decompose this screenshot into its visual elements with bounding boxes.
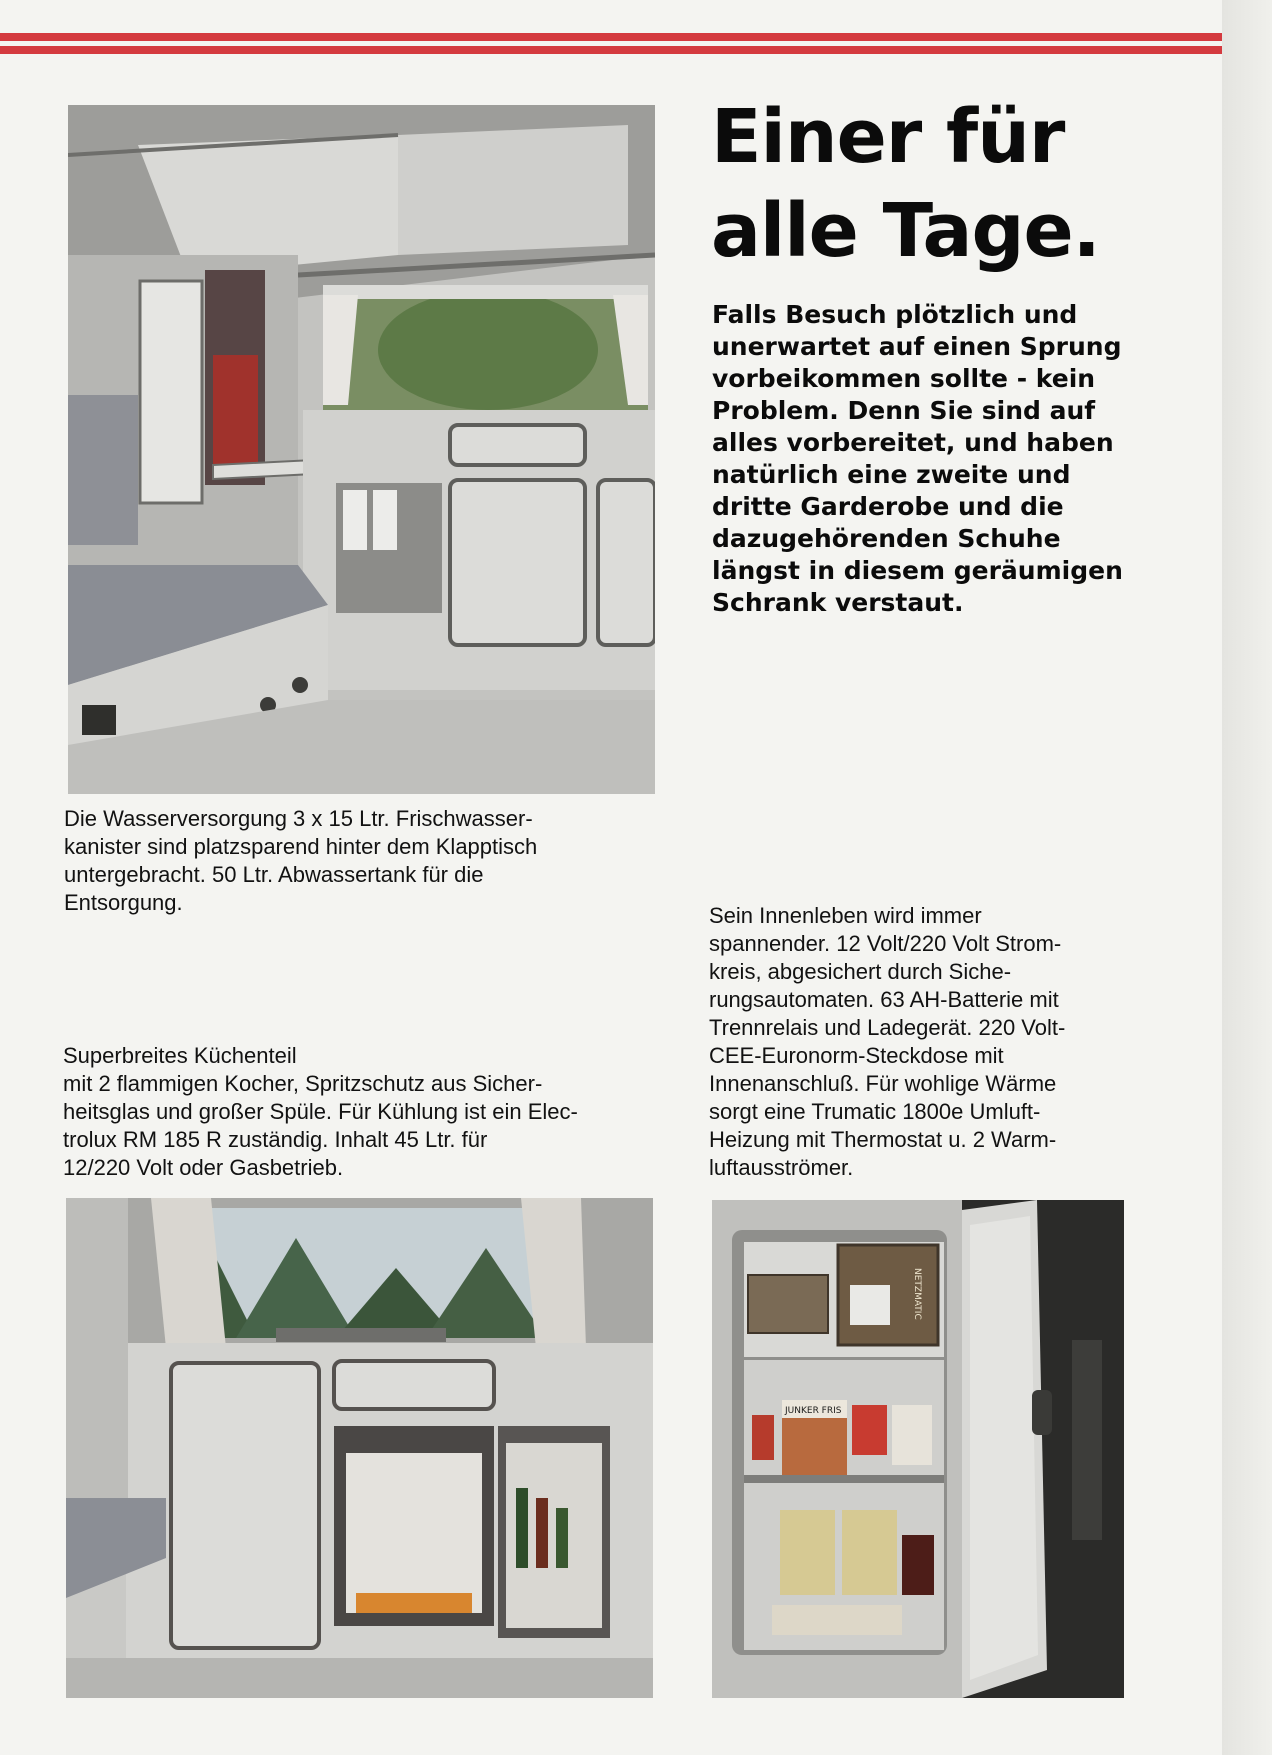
caption-line: mit 2 flammigen Kocher, Spritzschutz aus Sicher- (63, 1071, 543, 1096)
caption-water-supply (64, 805, 537, 917)
caption-line: Sein Innenleben wird immer (709, 903, 982, 928)
caption-electrical (709, 902, 1065, 1182)
kitchen-unit-photo (66, 1198, 653, 1698)
caption-line: untergebracht. 50 Ltr. Abwassertank für die (64, 862, 484, 887)
caption-line: sorgt eine Trumatic 1800e Umluft- (709, 1099, 1041, 1124)
caption-line: Heizung mit Thermostat u. 2 Warm- (709, 1127, 1057, 1152)
top-stripe-second (0, 46, 1222, 54)
page-edge (1222, 0, 1272, 1755)
camper-interior-photo (68, 105, 655, 794)
caption-line: kreis, abgesichert durch Siche- (709, 959, 1012, 984)
lead-paragraph: Falls Besuch plötzlich und unerwartet auf einen Sprung vorbeikommen sollte - kein Problem. Denn Sie sind auf alles vorbereitet, und haben natürlich eine zweite und dritte Garderobe und die dazugehörenden Schuhe längst in diesem geräumigen Schrank verstaut. (712, 300, 1123, 617)
caption-line: Entsorgung. (64, 890, 183, 915)
can-label: JUNKER FRIS (785, 1406, 842, 1416)
caption-line: Superbreites Küchenteil (63, 1043, 297, 1068)
caption-line: CEE-Euronorm-Steckdose mit (709, 1043, 1004, 1068)
caption-line: Trennrelais und Ladegerät. 220 Volt- (709, 1015, 1066, 1040)
caption-line: luftausströmer. (709, 1155, 854, 1180)
caption-line: 12/220 Volt oder Gasbetrieb. (63, 1155, 344, 1180)
headline-line-1: Einer für (711, 94, 1065, 180)
caption-line: spannender. 12 Volt/220 Volt Strom- (709, 931, 1062, 956)
headline (711, 90, 1100, 278)
headline-line-2: alle Tage. (711, 188, 1100, 274)
caption-line: Die Wasserversorgung 3 x 15 Ltr. Frischwasser- (64, 806, 533, 831)
top-stripe (0, 33, 1222, 41)
caption-line: Innenanschluß. Für wohlige Wärme (709, 1071, 1057, 1096)
caption-line: heitsglas und großer Spüle. Für Kühlung ist ein Elec- (63, 1099, 578, 1124)
caption-kitchen (63, 1042, 578, 1182)
caption-line: kanister sind platzsparend hinter dem Klapptisch (64, 834, 538, 859)
electrical-cabinet-photo (712, 1200, 1124, 1698)
caption-line: trolux RM 185 R zuständig. Inhalt 45 Ltr. für (63, 1127, 488, 1152)
caption-line: rungsautomaten. 63 AH-Batterie mit (709, 987, 1059, 1012)
netzmatic-label: NETZMATIC (912, 1268, 922, 1320)
